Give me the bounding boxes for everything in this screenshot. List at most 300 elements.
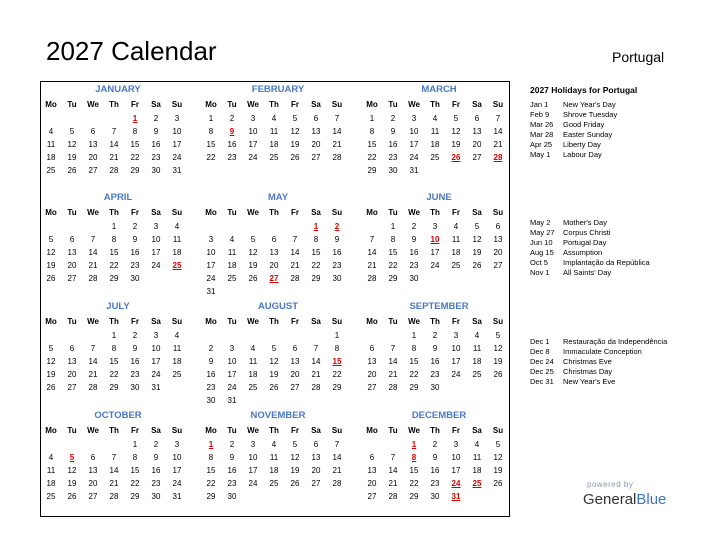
calendar-day: 30	[206, 396, 216, 405]
calendar-day: 28	[290, 274, 300, 283]
brand-general: General	[583, 491, 637, 508]
calendar-day: 20	[311, 140, 321, 149]
calendar-day: 2	[229, 440, 235, 449]
calendar-day: 21	[367, 261, 377, 270]
calendar-day: 26	[67, 166, 77, 175]
calendar-day: 20	[367, 479, 377, 488]
calendar-day: 2	[432, 440, 438, 449]
calendar-day: 10	[172, 453, 182, 462]
holiday-item-date: May 27	[530, 228, 555, 237]
calendar-day: 1	[111, 331, 117, 340]
calendar-day: 27	[367, 492, 377, 501]
month-name: APRIL	[103, 192, 133, 203]
calendar-day: 12	[248, 248, 258, 257]
holiday-item-name: Liberty Day	[563, 140, 601, 149]
weekday-header: Su	[492, 426, 504, 435]
calendar-day: 13	[367, 466, 377, 475]
calendar-day: 11	[46, 466, 56, 475]
month-name: AUGUST	[257, 301, 299, 312]
weekday-header: Mo	[205, 317, 217, 326]
weekday-header: Tu	[388, 100, 398, 109]
calendar-day: 31	[409, 166, 419, 175]
calendar-day: 5	[474, 222, 480, 231]
calendar-day: 28	[311, 383, 321, 392]
calendar-day: 28	[388, 492, 398, 501]
calendar-day: 30	[409, 274, 419, 283]
calendar-day: 19	[269, 370, 279, 379]
weekday-header: Fr	[131, 208, 139, 217]
calendar-day: 25	[227, 274, 237, 283]
calendar-day: 22	[311, 261, 321, 270]
calendar-day: 17	[151, 248, 161, 257]
calendar-day: 19	[493, 357, 503, 366]
calendar-day: 25	[472, 370, 482, 379]
calendar-day: 26	[472, 261, 482, 270]
calendar-day: 1	[208, 114, 214, 123]
holiday-date: 1	[313, 222, 319, 231]
calendar-day: 25	[269, 153, 279, 162]
weekday-header: Tu	[227, 426, 237, 435]
weekday-header: We	[247, 317, 259, 326]
holiday-date: 26	[451, 153, 461, 162]
calendar-day: 11	[172, 235, 182, 244]
calendar-day: 18	[46, 153, 56, 162]
calendar-day: 5	[48, 235, 54, 244]
calendar-day: 13	[88, 466, 98, 475]
calendar-day: 19	[493, 466, 503, 475]
weekday-header: Mo	[45, 426, 57, 435]
weekday-header: Sa	[311, 317, 321, 326]
calendar-day: 13	[493, 235, 503, 244]
calendar-day: 21	[88, 261, 98, 270]
calendar-day: 21	[109, 479, 119, 488]
calendar-day: 27	[67, 383, 77, 392]
calendar-day: 22	[130, 479, 140, 488]
calendar-day: 4	[250, 344, 256, 353]
holiday-date: 1	[411, 440, 417, 449]
calendar-day: 7	[334, 440, 340, 449]
calendar-day: 24	[151, 370, 161, 379]
calendar-day: 27	[311, 153, 321, 162]
calendar-day: 3	[411, 114, 417, 123]
calendar-day: 20	[367, 370, 377, 379]
weekday-header: Th	[430, 100, 440, 109]
calendar-day: 24	[151, 261, 161, 270]
weekday-header: Fr	[291, 100, 299, 109]
calendar-day: 25	[430, 153, 440, 162]
holiday-item-name: Immaculate Conception	[563, 347, 642, 356]
calendar-day: 19	[248, 261, 258, 270]
calendar-day: 24	[248, 153, 258, 162]
calendar-day: 11	[269, 453, 279, 462]
holiday-date: 25	[472, 479, 482, 488]
holiday-item-date: Dec 8	[530, 347, 550, 356]
calendar-day: 19	[46, 370, 56, 379]
calendar-day: 14	[388, 466, 398, 475]
holiday-item-date: Dec 25	[530, 367, 554, 376]
calendar-day: 14	[311, 357, 321, 366]
calendar-day: 27	[88, 492, 98, 501]
weekday-header: Tu	[67, 317, 77, 326]
calendar-day: 4	[271, 114, 277, 123]
calendar-day: 21	[290, 261, 300, 270]
calendar-day: 4	[229, 235, 235, 244]
calendar-day: 28	[88, 383, 98, 392]
calendar-day: 9	[208, 357, 214, 366]
weekday-header: Su	[171, 208, 183, 217]
calendar-day: 12	[46, 357, 56, 366]
weekday-header: We	[247, 208, 259, 217]
calendar-day: 17	[248, 140, 258, 149]
calendar-day: 28	[109, 492, 119, 501]
calendar-day: 23	[206, 383, 216, 392]
holiday-item-name: Portugal Day	[563, 238, 607, 247]
weekday-header: Th	[269, 317, 279, 326]
calendar-day: 6	[495, 222, 501, 231]
holiday-date: 1	[208, 440, 214, 449]
calendar-day: 19	[67, 479, 77, 488]
calendar-day: 6	[369, 344, 375, 353]
calendar-day: 3	[250, 440, 256, 449]
calendar-day: 13	[269, 248, 279, 257]
calendar-day: 4	[474, 440, 480, 449]
calendar-day: 4	[174, 331, 180, 340]
calendar-day: 5	[69, 127, 75, 136]
calendar-day: 27	[367, 383, 377, 392]
calendar-day: 28	[388, 383, 398, 392]
weekday-header: Su	[171, 426, 183, 435]
calendar-day: 8	[111, 235, 117, 244]
weekday-header: Th	[430, 208, 440, 217]
weekday-header: Th	[109, 100, 119, 109]
calendar-day: 8	[111, 344, 117, 353]
holiday-date: 9	[229, 127, 235, 136]
weekday-header: Su	[331, 208, 343, 217]
weekday-header: Mo	[366, 100, 378, 109]
calendar-day: 14	[109, 140, 119, 149]
weekday-header: Sa	[151, 317, 161, 326]
calendar-day: 17	[172, 140, 182, 149]
holidays-title: 2027 Holidays for Portugal	[530, 85, 638, 95]
calendar-day: 22	[109, 370, 119, 379]
weekday-header: Fr	[452, 100, 460, 109]
calendar-day: 22	[206, 479, 216, 488]
calendar-day: 5	[495, 331, 501, 340]
calendar-day: 24	[172, 479, 182, 488]
calendar-day: 24	[409, 153, 419, 162]
calendar-day: 5	[292, 114, 298, 123]
calendar-day: 22	[109, 261, 119, 270]
weekday-header: Su	[171, 100, 183, 109]
calendar-day: 6	[69, 235, 75, 244]
calendar-day: 3	[453, 331, 459, 340]
calendar-day: 19	[472, 248, 482, 257]
calendar-day: 19	[451, 140, 461, 149]
weekday-header: Mo	[205, 208, 217, 217]
calendar-day: 23	[130, 261, 140, 270]
calendar-day: 22	[332, 370, 342, 379]
calendar-day: 30	[332, 274, 342, 283]
calendar-day: 17	[227, 370, 237, 379]
holiday-item-date: Jun 10	[530, 238, 553, 247]
holiday-item-name: Good Friday	[563, 120, 605, 129]
weekday-header: Su	[331, 426, 343, 435]
calendar-day: 16	[151, 140, 161, 149]
holiday-date: 28	[493, 153, 503, 162]
holiday-item-name: Labour Day	[563, 150, 602, 159]
calendar-day: 25	[269, 479, 279, 488]
calendar-day: 3	[153, 222, 159, 231]
calendar-day: 21	[388, 370, 398, 379]
weekday-header: Fr	[452, 317, 460, 326]
calendar-day: 12	[290, 127, 300, 136]
weekday-header: Sa	[311, 100, 321, 109]
calendar-day: 11	[248, 357, 258, 366]
month-name: MAY	[267, 192, 289, 203]
calendar-day: 29	[311, 274, 321, 283]
calendar-day: 25	[451, 261, 461, 270]
holiday-date: 15	[332, 357, 342, 366]
calendar-day: 13	[311, 453, 321, 462]
holiday-date: 10	[430, 235, 440, 244]
calendar-day: 26	[248, 274, 258, 283]
calendar-day: 22	[388, 261, 398, 270]
calendar-day: 29	[388, 274, 398, 283]
calendar-day: 31	[206, 287, 216, 296]
calendar-day: 24	[227, 383, 237, 392]
calendar-day: 4	[48, 127, 54, 136]
calendar-day: 3	[174, 440, 180, 449]
calendar-day: 13	[472, 127, 482, 136]
calendar-day: 11	[172, 344, 182, 353]
calendar-day: 30	[130, 383, 140, 392]
calendar-day: 8	[208, 453, 214, 462]
calendar-day: 5	[292, 440, 298, 449]
calendar-day: 10	[151, 344, 161, 353]
calendar-day: 5	[250, 235, 256, 244]
month-name: JULY	[106, 301, 130, 312]
holiday-item-date: Dec 24	[530, 357, 554, 366]
calendar-day: 9	[432, 344, 438, 353]
calendar-day: 4	[453, 222, 459, 231]
calendar-day: 18	[172, 248, 182, 257]
weekday-header: Fr	[291, 208, 299, 217]
calendar-day: 27	[472, 153, 482, 162]
holiday-item-name: New Year's Eve	[563, 377, 616, 386]
holiday-item-date: Dec 1	[530, 337, 550, 346]
weekday-header: Th	[269, 426, 279, 435]
calendar-day: 27	[290, 383, 300, 392]
weekday-header: Su	[492, 100, 504, 109]
weekday-header: We	[247, 100, 259, 109]
weekday-header: Sa	[472, 317, 482, 326]
calendar-day: 24	[248, 479, 258, 488]
calendar-day: 20	[67, 370, 77, 379]
holiday-item-date: Mar 28	[530, 130, 554, 139]
calendar-day: 15	[130, 140, 140, 149]
calendar-day: 21	[332, 466, 342, 475]
calendar-day: 28	[109, 166, 119, 175]
calendar-day: 1	[411, 331, 417, 340]
holiday-item-name: All Saints' Day	[563, 268, 612, 277]
calendar-day: 17	[451, 357, 461, 366]
calendar-day: 25	[172, 370, 182, 379]
calendar-day: 18	[269, 466, 279, 475]
holiday-item-date: Aug 15	[530, 248, 554, 257]
calendar-day: 29	[130, 166, 140, 175]
calendar-day: 4	[474, 331, 480, 340]
weekday-header: We	[87, 426, 99, 435]
weekday-header: Tu	[67, 208, 77, 217]
calendar-day: 6	[369, 453, 375, 462]
calendar-day: 30	[227, 492, 237, 501]
holiday-date: 1	[132, 114, 138, 123]
calendar-day: 25	[46, 492, 56, 501]
calendar-day: 23	[430, 370, 440, 379]
calendar-day: 12	[46, 248, 56, 257]
calendar-day: 3	[432, 222, 438, 231]
calendar-day: 11	[430, 127, 440, 136]
calendar-day: 21	[332, 140, 342, 149]
calendar-day: 23	[151, 479, 161, 488]
holiday-item-date: Apr 25	[530, 140, 553, 149]
month-name: JUNE	[426, 192, 452, 203]
calendar-day: 7	[390, 453, 396, 462]
calendar-day: 9	[153, 127, 159, 136]
calendar-day: 7	[495, 114, 501, 123]
calendar-day: 9	[132, 344, 138, 353]
weekday-header: Mo	[366, 208, 378, 217]
calendar-day: 25	[248, 383, 258, 392]
weekday-header: Fr	[452, 426, 460, 435]
holiday-date: 24	[451, 479, 461, 488]
calendar-day: 22	[367, 153, 377, 162]
calendar-day: 11	[227, 248, 237, 257]
weekday-header: Th	[109, 208, 119, 217]
holiday-date: 5	[69, 453, 75, 462]
calendar-day: 27	[493, 261, 503, 270]
calendar-day: 5	[495, 440, 501, 449]
calendar-day: 27	[88, 166, 98, 175]
calendar-day: 10	[151, 235, 161, 244]
calendar-day: 11	[472, 344, 482, 353]
weekday-header: Th	[430, 317, 440, 326]
page-title: 2027 Calendar	[46, 36, 217, 66]
calendar-day: 20	[269, 261, 279, 270]
calendar-day: 15	[409, 357, 419, 366]
calendar-day: 14	[332, 453, 342, 462]
calendar-day: 15	[409, 466, 419, 475]
weekday-header: Sa	[311, 208, 321, 217]
weekday-header: Tu	[67, 426, 77, 435]
calendar-day: 17	[430, 248, 440, 257]
calendar-day: 4	[48, 453, 54, 462]
holiday-item-name: Restauração da Independência	[563, 337, 668, 346]
calendar-day: 16	[409, 248, 419, 257]
calendar-day: 4	[174, 222, 180, 231]
weekday-header: Mo	[45, 317, 57, 326]
calendar-day: 8	[334, 344, 340, 353]
brand-blue: Blue	[636, 491, 667, 508]
calendar-day: 14	[493, 127, 503, 136]
weekday-header: We	[408, 208, 420, 217]
weekday-header: Sa	[151, 208, 161, 217]
calendar-day: 29	[130, 492, 140, 501]
holiday-date: 8	[411, 453, 417, 462]
calendar-day: 7	[111, 127, 117, 136]
calendar-day: 27	[67, 274, 77, 283]
calendar-day: 11	[451, 235, 461, 244]
calendar-day: 31	[172, 166, 182, 175]
calendar-day: 1	[111, 222, 117, 231]
calendar-day: 26	[269, 383, 279, 392]
weekday-header: Su	[171, 317, 183, 326]
calendar-day: 7	[90, 235, 96, 244]
country-label: Portugal	[612, 49, 665, 65]
calendar-day: 26	[46, 274, 56, 283]
calendar-day: 20	[67, 261, 77, 270]
calendar-day: 18	[269, 140, 279, 149]
calendar-day: 10	[409, 127, 419, 136]
calendar-day: 18	[172, 357, 182, 366]
holiday-item-name: Shrove Tuesday	[563, 110, 618, 119]
calendar-day: 13	[311, 127, 321, 136]
calendar-day: 19	[46, 261, 56, 270]
calendar-day: 12	[493, 344, 503, 353]
calendar-day: 11	[269, 127, 279, 136]
calendar-day: 6	[90, 453, 96, 462]
calendar-day: 31	[172, 492, 182, 501]
calendar-day: 3	[153, 331, 159, 340]
weekday-header: We	[87, 317, 99, 326]
calendar-day: 15	[367, 140, 377, 149]
calendar-day: 15	[206, 140, 216, 149]
calendar-day: 1	[132, 440, 138, 449]
calendar-day: 14	[88, 357, 98, 366]
calendar-day: 20	[472, 140, 482, 149]
calendar-day: 3	[453, 440, 459, 449]
calendar-day: 28	[367, 274, 377, 283]
calendar-day: 10	[227, 357, 237, 366]
holiday-item-date: Jan 1	[530, 100, 549, 109]
calendar-day: 21	[109, 153, 119, 162]
calendar-day: 25	[46, 166, 56, 175]
calendar-day: 22	[409, 479, 419, 488]
calendar-day: 16	[388, 140, 398, 149]
calendar-day: 23	[430, 479, 440, 488]
calendar-day: 21	[493, 140, 503, 149]
calendar-day: 18	[472, 357, 482, 366]
weekday-header: Su	[331, 317, 343, 326]
calendar-day: 30	[430, 492, 440, 501]
holiday-item-name: Christmas Day	[563, 367, 613, 376]
calendar-day: 2	[229, 114, 235, 123]
calendar-day: 16	[151, 466, 161, 475]
holiday-item-date: Mar 26	[530, 120, 554, 129]
calendar-day: 6	[474, 114, 480, 123]
calendar-day: 17	[451, 466, 461, 475]
calendar-day: 4	[432, 114, 438, 123]
calendar-day: 11	[46, 140, 56, 149]
calendar-day: 29	[409, 383, 419, 392]
calendar-day: 5	[48, 344, 54, 353]
calendar-day: 2	[132, 222, 138, 231]
calendar-day: 17	[248, 466, 258, 475]
calendar-day: 29	[367, 166, 377, 175]
month-name: FEBRUARY	[251, 84, 305, 95]
calendar-day: 3	[174, 114, 180, 123]
calendar-day: 2	[432, 331, 438, 340]
